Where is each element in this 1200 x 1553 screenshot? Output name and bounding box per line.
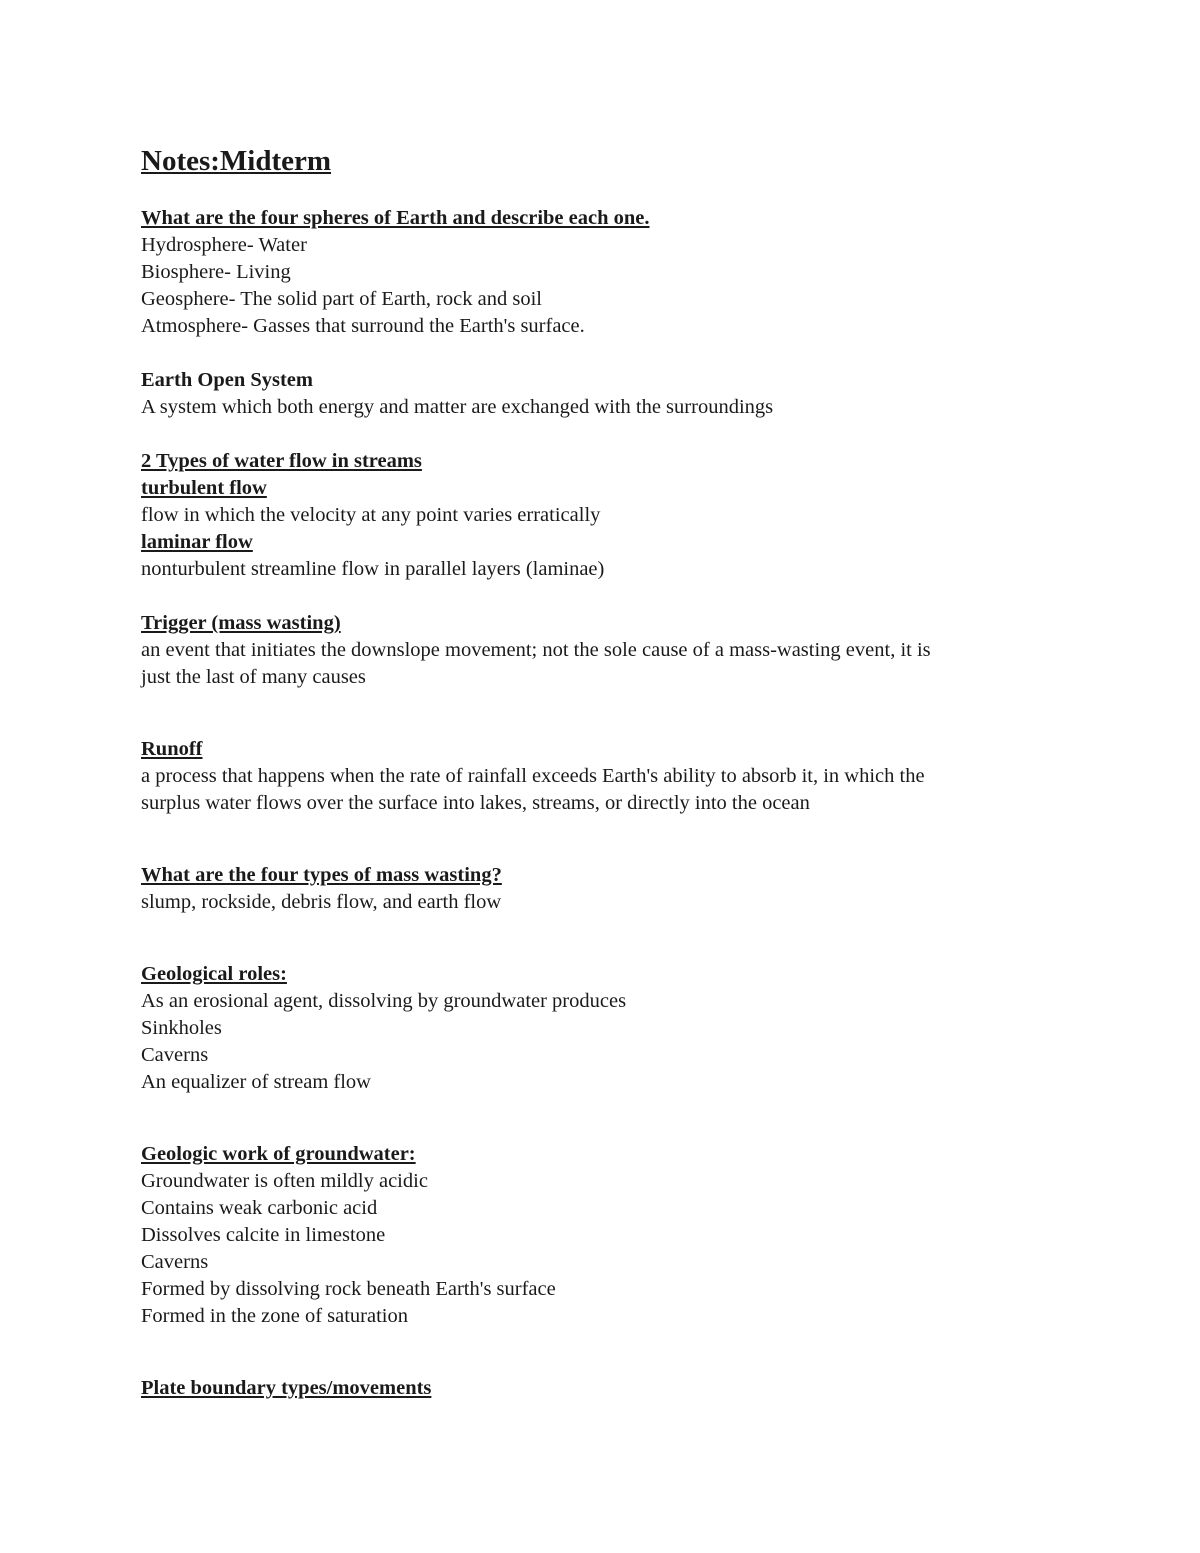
section-spheres — [141, 205, 1071, 340]
section-heading: Earth Open System — [141, 369, 313, 391]
text-line: surplus water flows over the surface into lakes, streams, or directly into the ocean — [141, 792, 810, 814]
section-open-system — [141, 367, 1071, 421]
subheading-laminar: laminar flow — [141, 531, 253, 553]
text-line: Atmosphere- Gasses that surround the Earth's surface. — [141, 315, 585, 337]
text-line: Caverns — [141, 1251, 209, 1273]
document-page — [141, 140, 1071, 1402]
text-line: Dissolves calcite in limestone — [141, 1224, 386, 1246]
text-line: Geosphere- The solid part of Earth, rock and soil — [141, 288, 542, 310]
text-line: Formed in the zone of saturation — [141, 1305, 409, 1327]
section-heading: 2 Types of water flow in streams — [141, 450, 422, 472]
text-line: just the last of many causes — [141, 666, 366, 688]
section-heading: Plate boundary types/movements — [141, 1377, 432, 1399]
text-line: Hydrosphere- Water — [141, 234, 307, 256]
text-line: An equalizer of stream flow — [141, 1071, 371, 1093]
text-line: A system which both energy and matter are exchanged with the surroundings — [141, 396, 774, 418]
text-line: an event that initiates the downslope movement; not the sole cause of a mass-wasting event, it is — [141, 639, 931, 661]
text-line: Formed by dissolving rock beneath Earth's surface — [141, 1278, 556, 1300]
section-heading: Geologic work of groundwater: — [141, 1143, 416, 1165]
section-trigger — [141, 610, 1071, 691]
section-heading: Geological roles: — [141, 963, 287, 985]
section-heading: What are the four spheres of Earth and describe each one. — [141, 207, 650, 229]
text-line: Groundwater is often mildly acidic — [141, 1170, 428, 1192]
text-line: Sinkholes — [141, 1017, 222, 1039]
text-line: Contains weak carbonic acid — [141, 1197, 378, 1219]
text-line: Caverns — [141, 1044, 209, 1066]
text-line: a process that happens when the rate of rainfall exceeds Earth's ability to absorb it, in which the — [141, 765, 925, 787]
section-groundwater — [141, 1141, 1071, 1330]
page-title: Notes:Midterm — [141, 145, 332, 177]
text-line: nonturbulent streamline flow in parallel layers (laminae) — [141, 558, 605, 580]
section-runoff — [141, 736, 1071, 817]
text-line: slump, rockside, debris flow, and earth flow — [141, 891, 502, 913]
section-heading: Runoff — [141, 738, 203, 760]
subheading-turbulent: turbulent flow — [141, 477, 267, 499]
text-line: As an erosional agent, dissolving by groundwater produces — [141, 990, 627, 1012]
text-line: flow in which the velocity at any point varies erratically — [141, 504, 601, 526]
section-geological-roles — [141, 961, 1071, 1096]
section-plate-boundary — [141, 1375, 1071, 1402]
section-water-flow — [141, 448, 1071, 583]
section-mass-wasting — [141, 862, 1071, 916]
section-heading: What are the four types of mass wasting? — [141, 864, 502, 886]
section-heading: Trigger (mass wasting) — [141, 612, 341, 634]
text-line: Biosphere- Living — [141, 261, 291, 283]
